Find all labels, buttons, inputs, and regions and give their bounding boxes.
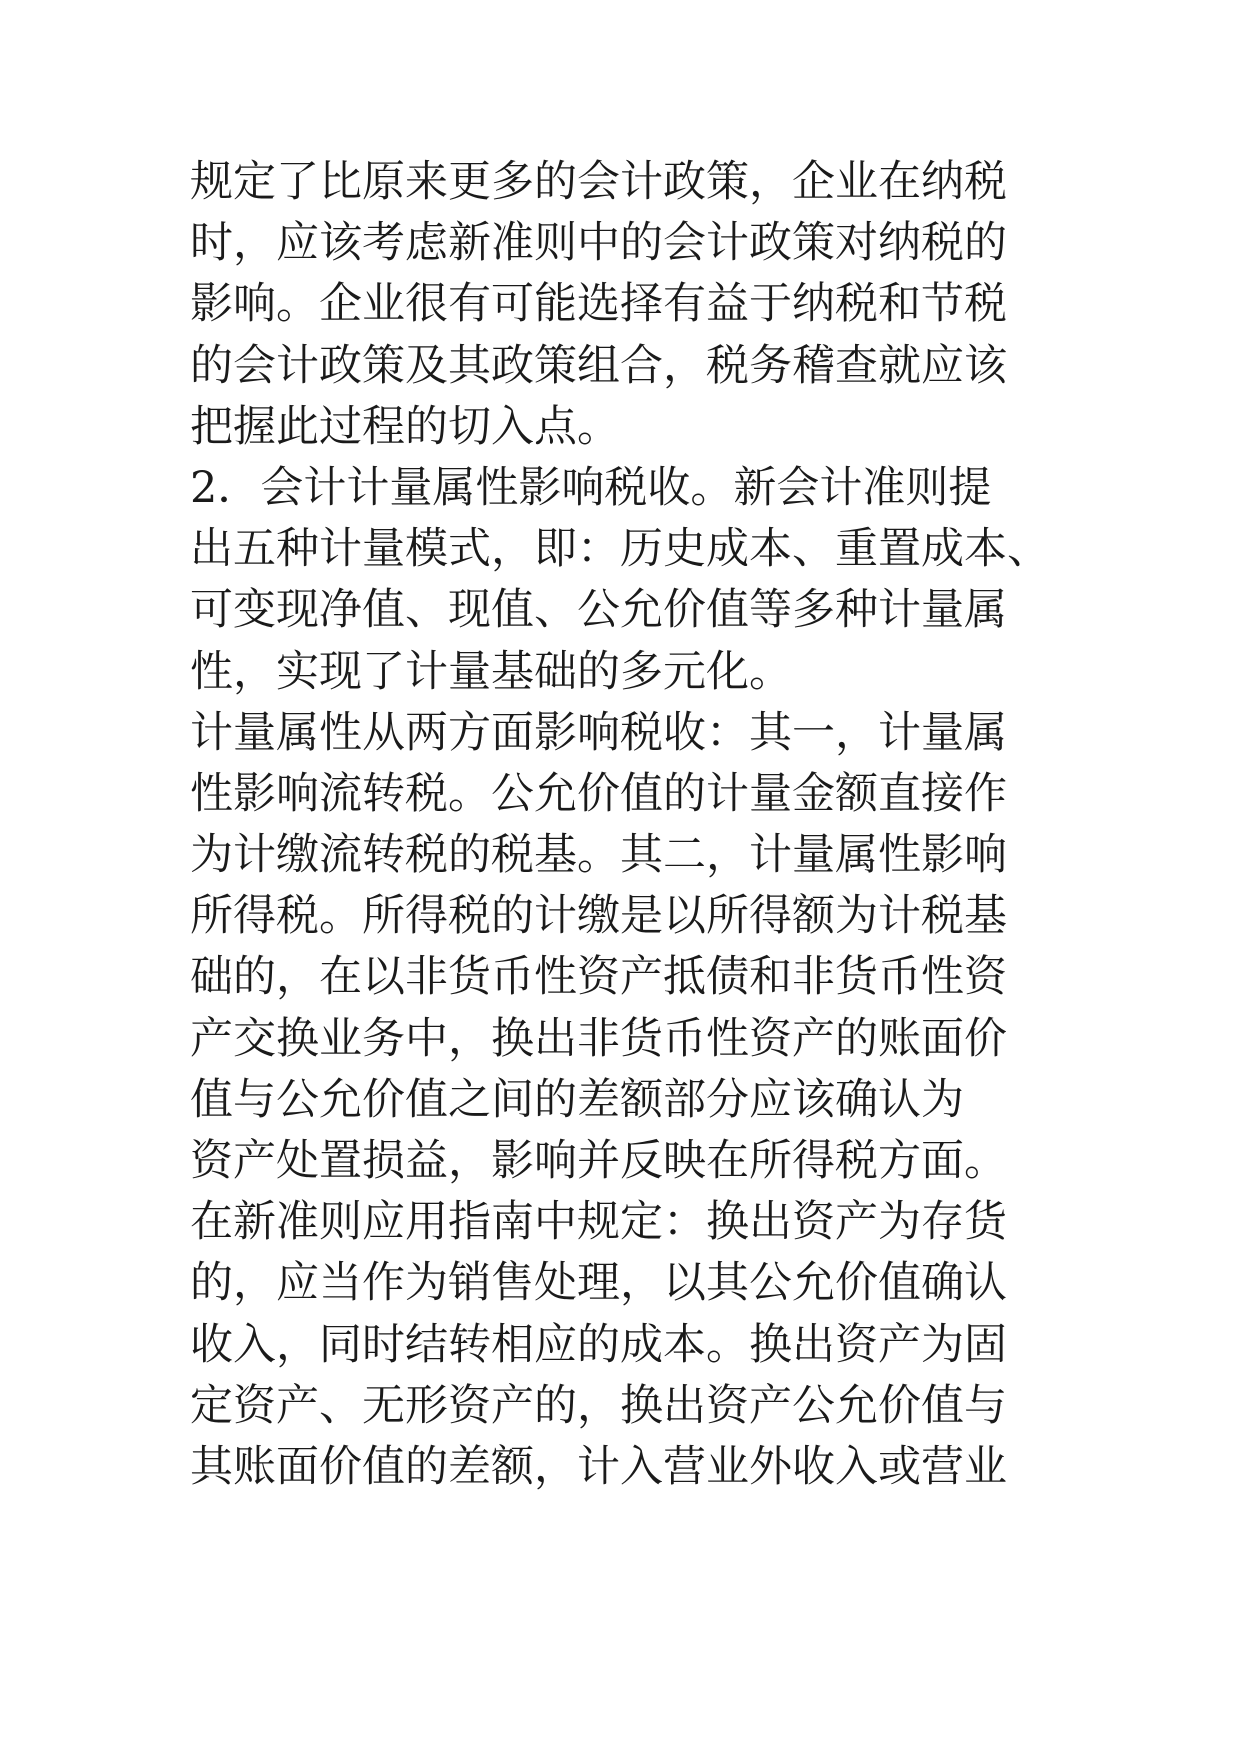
text-line: 把握此过程的切入点。 xyxy=(190,401,620,452)
text-line: 的会计政策及其政策组合，税务稽查就应该 xyxy=(190,340,1007,391)
text-line: 在新准则应用指南中规定：换出资产为存货 xyxy=(190,1197,1007,1248)
text-line: 性，实现了计量基础的多元化。 xyxy=(190,646,792,697)
text-line: 时，应该考虑新准则中的会计政策对纳税的 xyxy=(190,218,1007,269)
text-line: 规定了比原来更多的会计政策，企业在纳税 xyxy=(190,157,1007,207)
text-line: 础的，在以非货币性资产抵债和非货币性资 xyxy=(190,952,1007,1003)
text-line: 收入，同时结转相应的成本。换出资产为固 xyxy=(190,1319,1007,1370)
body-text xyxy=(190,152,1090,1498)
text-line: 为计缴流转税的税基。其二，计量属性影响 xyxy=(190,830,1007,881)
text-line: 定资产、无形资产的，换出资产公允价值与 xyxy=(190,1380,1007,1431)
text-line: 计量属性从两方面影响税收：其一，计量属 xyxy=(190,707,1007,758)
text-line: 值与公允价值之间的差额部分应该确认为 xyxy=(190,1074,964,1125)
text-line: 资产处置损益，影响并反映在所得税方面。 xyxy=(190,1136,1007,1186)
text-line: 的，应当作为销售处理，以其公允价值确认 xyxy=(190,1258,1007,1309)
text-line: 2．会计计量属性影响税收。新会计准则提 xyxy=(190,462,992,513)
text-line: 所得税。所得税的计缴是以所得额为计税基 xyxy=(190,891,1007,942)
text-line: 产交换业务中，换出非货币性资产的账面价 xyxy=(190,1013,1007,1064)
text-line: 可变现净值、现值、公允价值等多种计量属 xyxy=(190,585,1007,636)
text-line: 影响。企业很有可能选择有益于纳税和节税 xyxy=(190,279,1007,330)
text-line: 其账面价值的差额，计入营业外收入或营业 xyxy=(190,1441,1007,1492)
text-line: 出五种计量模式，即：历史成本、重置成本、 xyxy=(190,524,1050,575)
text-line: 性影响流转税。公允价值的计量金额直接作 xyxy=(190,768,1007,819)
